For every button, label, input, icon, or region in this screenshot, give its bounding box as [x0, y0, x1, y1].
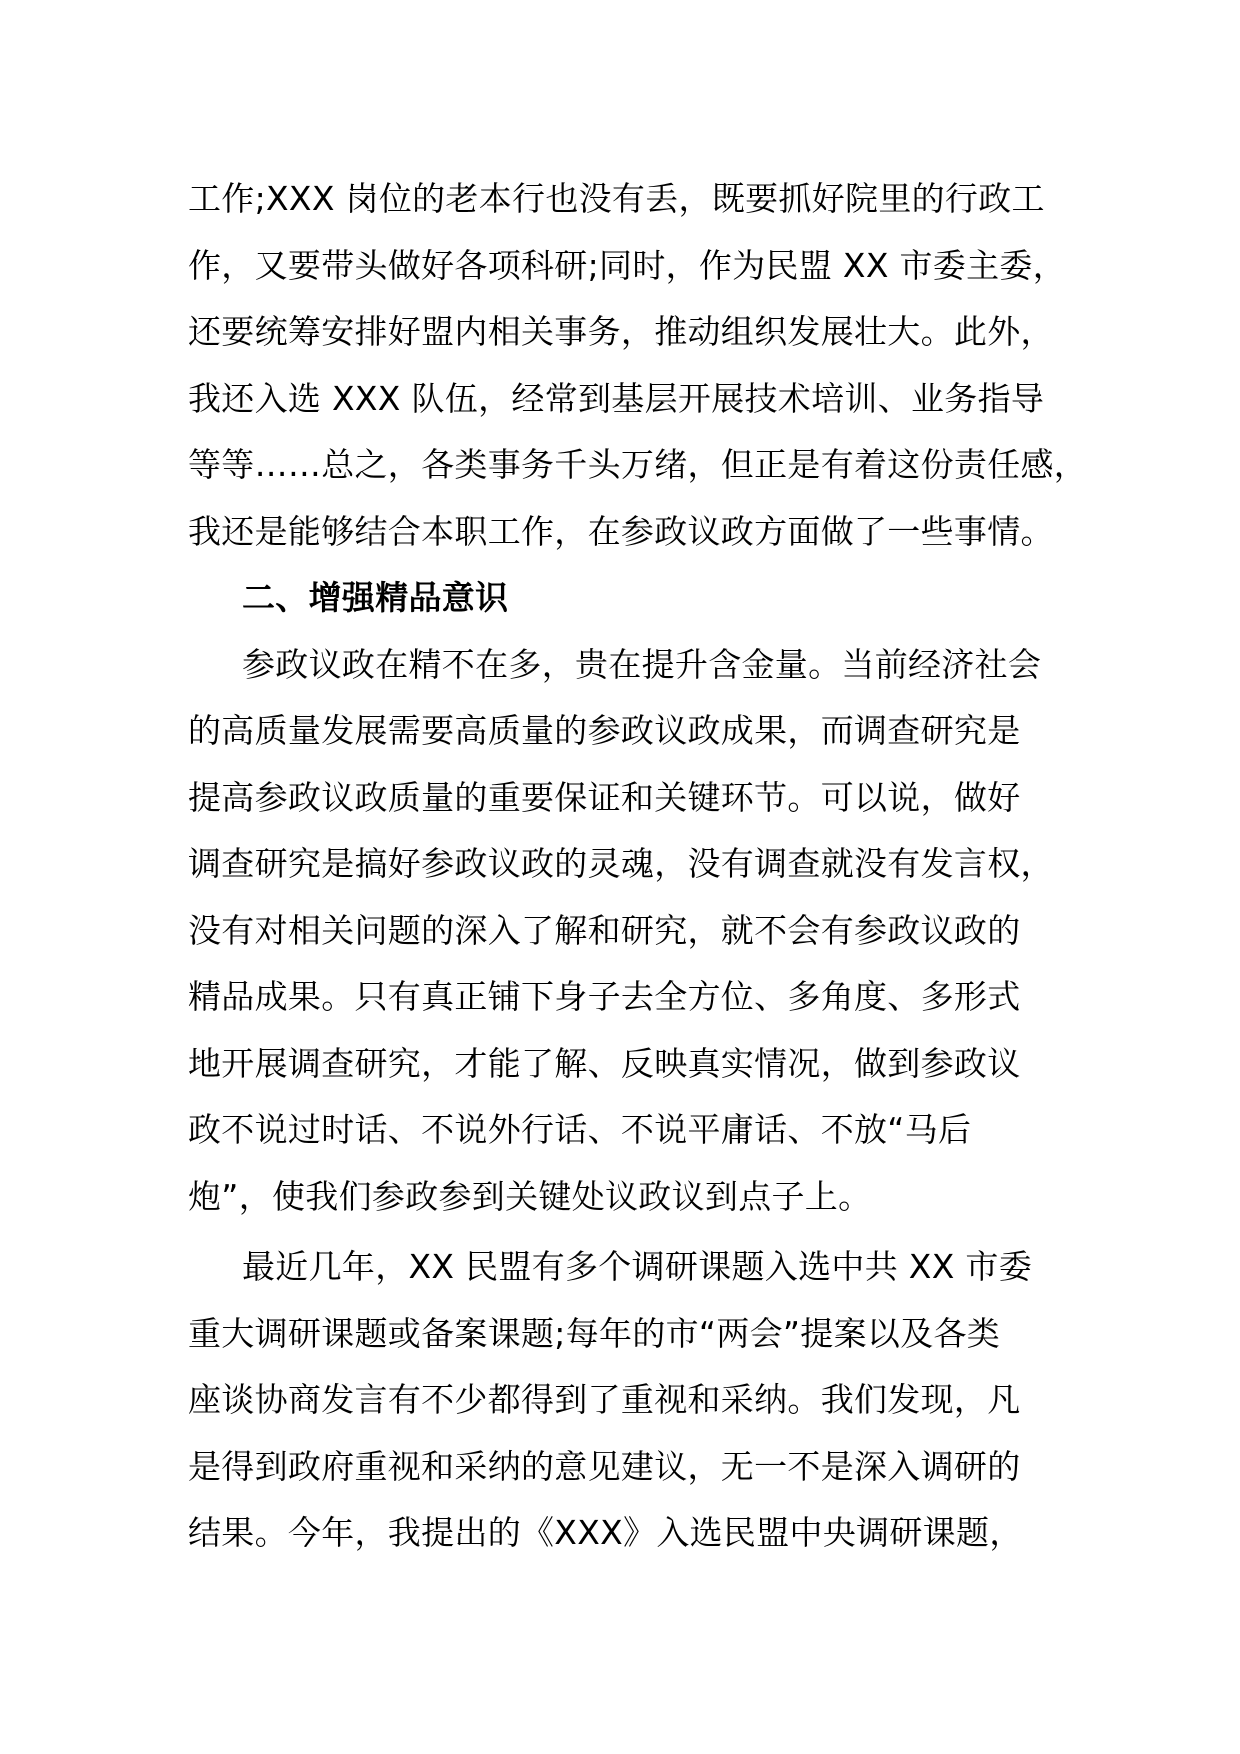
text-line: 重大调研课题或备案课题;每年的市“两会”提案以及各类	[188, 1313, 1001, 1353]
paragraph	[188, 1234, 1058, 1567]
text-line: 等等……总之，各类事务千头万绪，但正是有着这份责任感，	[188, 445, 1088, 484]
document-body	[188, 166, 1088, 1567]
paragraph	[188, 166, 1088, 565]
text-line: 没有对相关问题的深入了解和研究，就不会有参政议政的	[188, 910, 1021, 950]
text-line: 地开展调查研究，才能了解、反映真实情况，做到参政议	[188, 1043, 1021, 1083]
text-line: 参政议政在精不在多，贵在提升含金量。当前经济社会	[242, 644, 1042, 684]
text-line: 最近几年，XX 民盟有多个调研课题入选中共 XX 市委	[242, 1247, 1032, 1286]
text-line: 提高参政议政质量的重要保证和关键环节。可以说，做好	[188, 777, 1021, 817]
text-line: 政不说过时话、不说外行话、不说平庸话、不放“马后	[188, 1110, 972, 1149]
text-line: 还要统筹安排好盟内相关事务，推动组织发展壮大。此外，	[188, 312, 1054, 351]
section-heading	[188, 565, 1058, 632]
text-line: 精品成果。只有真正铺下身子去全方位、多角度、多形式	[188, 977, 1021, 1016]
text-line: 结果。今年，我提出的《XXX》入选民盟中央调研课题，	[188, 1513, 1023, 1552]
text-line: 是得到政府重视和采纳的意见建议，无一不是深入调研的	[188, 1446, 1021, 1486]
text-line: 我还是能够结合本职工作，在参政议政方面做了一些事情。	[188, 511, 1054, 551]
text-line: 炮”，使我们参政参到关键处议政议到点子上。	[188, 1176, 872, 1216]
text-line: 调查研究是搞好参政议政的灵魂，没有调查就没有发言权，	[188, 844, 1054, 883]
text-line: 工作;XXX 岗位的老本行也没有丢，既要抓好院里的行政工	[188, 179, 1045, 218]
section-heading-text: 二、增强精品意识	[242, 578, 509, 617]
text-line: 作，又要带头做好各项科研;同时，作为民盟 XX 市委主委，	[188, 245, 1067, 285]
text-line: 的高质量发展需要高质量的参政议政成果，而调查研究是	[188, 711, 1021, 750]
text-line: 座谈协商发言有不少都得到了重视和采纳。我们发现，凡	[188, 1380, 1021, 1419]
paragraph	[188, 632, 1058, 1231]
text-line: 我还入选 XXX 队伍，经常到基层开展技术培训、业务指导	[188, 378, 1045, 418]
